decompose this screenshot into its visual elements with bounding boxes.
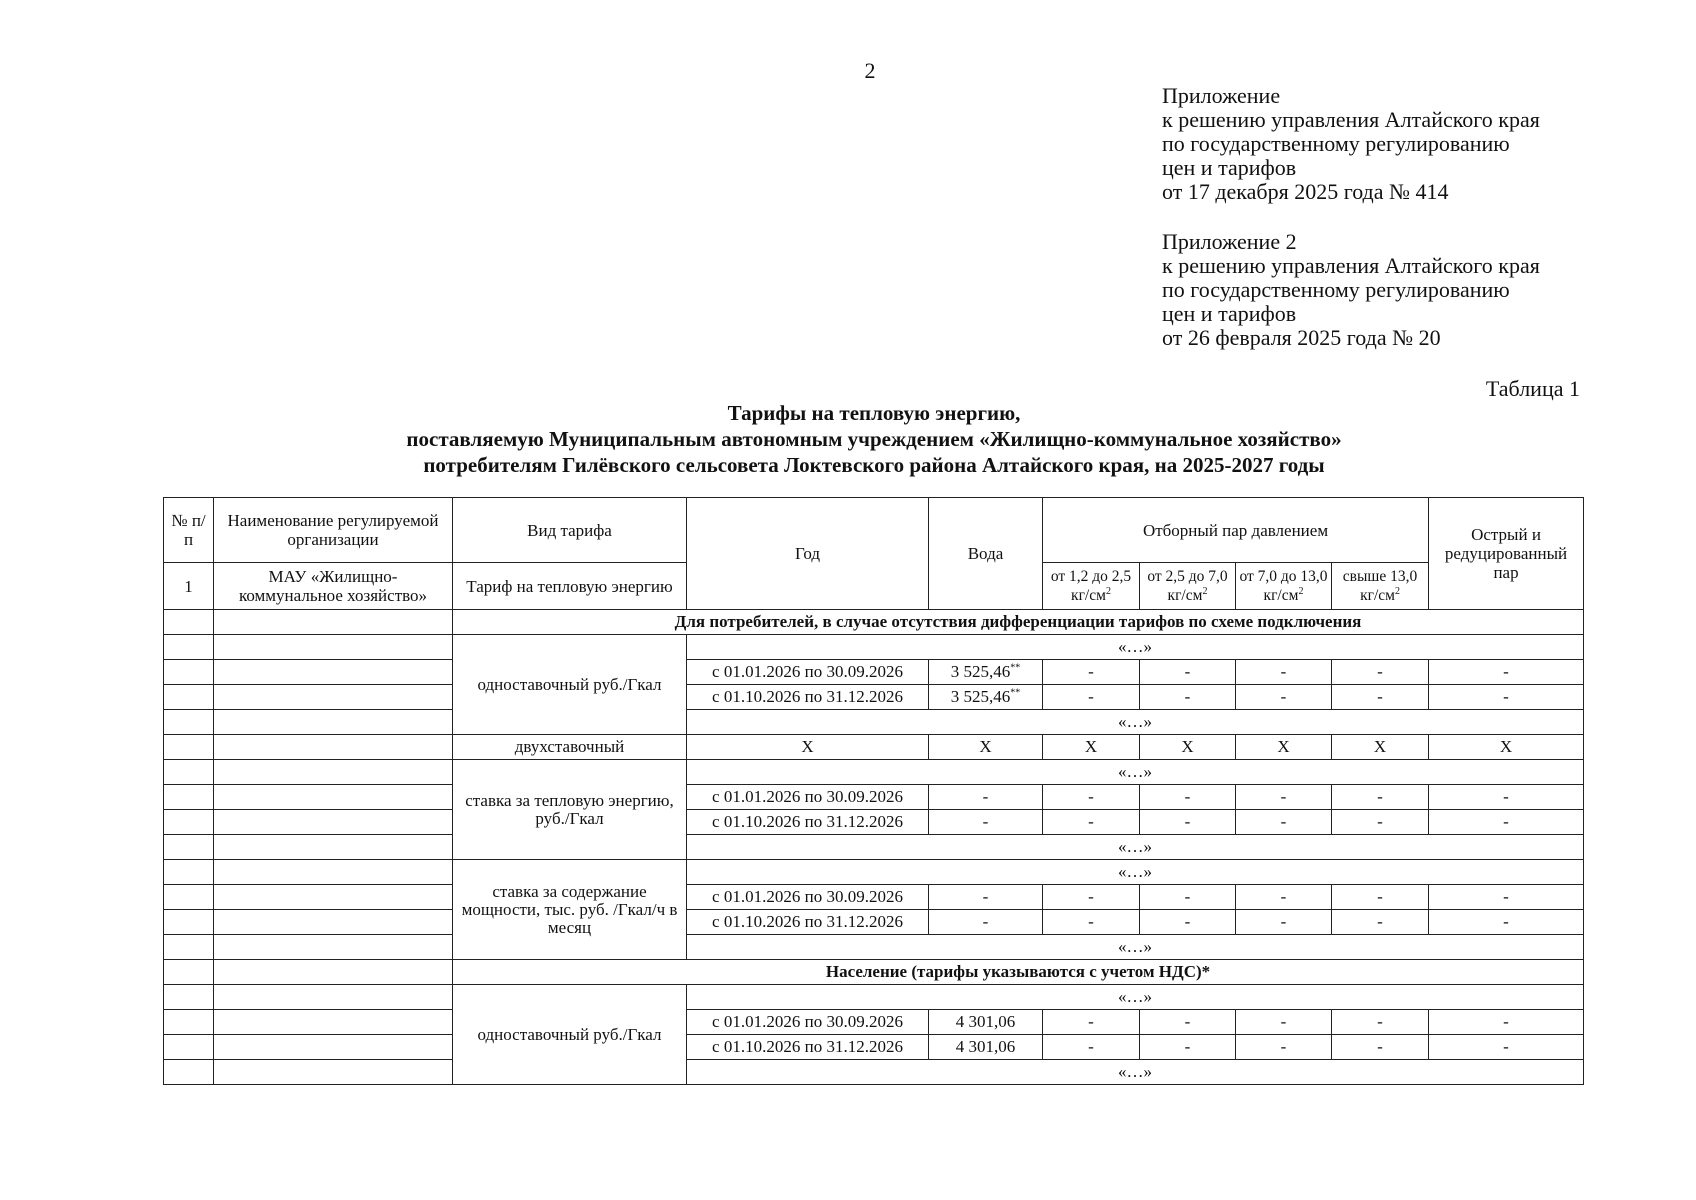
appendix-2-block <box>1162 230 1540 350</box>
dash-cell: - <box>1429 910 1584 935</box>
dash-cell: - <box>1332 910 1429 935</box>
dash-cell: - <box>1236 885 1332 910</box>
appendix-2-line: к решению управления Алтайского края <box>1162 253 1540 278</box>
org-name: МАУ «Жилищно-коммунальное хозяйство» <box>214 563 453 610</box>
header-num: № п/п <box>164 498 214 563</box>
dash-cell: - <box>1236 1010 1332 1035</box>
ellipsis-cell: «…» <box>687 710 1584 735</box>
org-number: 1 <box>164 563 214 610</box>
header-steam-1: от 1,2 до 2,5 $кг/см^2$ <box>1043 563 1140 610</box>
water-value: 3 525,46** <box>929 660 1043 685</box>
table-row <box>164 810 1584 835</box>
dash-cell: - <box>1236 660 1332 685</box>
table-title <box>164 400 1584 478</box>
appendix-1-line: по государственному регулированию <box>1162 131 1510 156</box>
water-value: 4 301,06 <box>929 1035 1043 1060</box>
table-row <box>164 635 1584 660</box>
appendix-2-line: по государственному регулированию <box>1162 277 1510 302</box>
dash-cell: - <box>1140 785 1236 810</box>
dash-cell: - <box>1140 1010 1236 1035</box>
dash-cell: - <box>1429 810 1584 835</box>
section-consumers: Для потребителей, в случае отсутствия дифференциации тарифов по схеме подключения <box>453 610 1584 635</box>
appendix-2-line: цен и тарифов <box>1162 301 1297 326</box>
table-row <box>164 660 1584 685</box>
header-water: Вода <box>929 498 1043 610</box>
ellipsis-cell: «…» <box>687 1060 1584 1085</box>
table-row <box>164 710 1584 735</box>
ellipsis-cell: «…» <box>687 760 1584 785</box>
table-row <box>164 935 1584 960</box>
period-cell: с 01.10.2026 по 31.12.2026 <box>687 910 929 935</box>
water-value: 4 301,06 <box>929 1010 1043 1035</box>
header-year: Год <box>687 498 929 610</box>
title-line: Тарифы на тепловую энергию, <box>727 401 1021 425</box>
dash-cell: - <box>1043 660 1140 685</box>
dash-cell: - <box>1043 785 1140 810</box>
dash-cell: - <box>1236 1035 1332 1060</box>
appendix-1-line: от 17 декабря 2025 года № 414 <box>1162 179 1449 204</box>
dash-cell: - <box>929 885 1043 910</box>
table-label: Таблица 1 <box>1485 376 1580 401</box>
table-row <box>164 1010 1584 1035</box>
section-population: Население (тарифы указываются с учетом НДС)* <box>453 960 1584 985</box>
dash-cell: - <box>1140 885 1236 910</box>
dash-cell: - <box>1429 685 1584 710</box>
table-row <box>164 985 1584 1010</box>
title-line: поставляемую Муниципальным автономным учреждением «Жилищно-коммунальное хозяйство» <box>406 427 1342 451</box>
dash-cell: - <box>1332 685 1429 710</box>
dash-cell: - <box>1429 660 1584 685</box>
dash-cell: - <box>1140 810 1236 835</box>
tariff-label: двухставочный <box>453 735 687 760</box>
dash-cell: - <box>1429 1010 1584 1035</box>
dash-cell: - <box>1236 810 1332 835</box>
header-org: Наименование регулируемой организации <box>214 498 453 563</box>
x-cell: Х <box>1429 735 1584 760</box>
appendix-1-line: цен и тарифов <box>1162 155 1297 180</box>
period-cell: с 01.01.2026 по 30.09.2026 <box>687 660 929 685</box>
dash-cell: - <box>1236 910 1332 935</box>
dash-cell: - <box>1140 660 1236 685</box>
table-row <box>164 885 1584 910</box>
appendix-1-line: Приложение <box>1162 83 1281 108</box>
table-row <box>164 735 1584 760</box>
dash-cell: - <box>1332 885 1429 910</box>
x-cell: Х <box>1140 735 1236 760</box>
table-row <box>164 1060 1584 1085</box>
tariff-label: ставка за содержание мощности, тыс. руб. /Гкал/ч в месяц <box>453 860 687 960</box>
ellipsis-cell: «…» <box>687 835 1584 860</box>
appendix-1-block <box>1162 84 1540 204</box>
section-row <box>164 610 1584 635</box>
dash-cell: - <box>1140 910 1236 935</box>
period-cell: с 01.01.2026 по 30.09.2026 <box>687 785 929 810</box>
dash-cell: - <box>1332 1010 1429 1035</box>
table-row <box>164 835 1584 860</box>
dash-cell: - <box>1332 660 1429 685</box>
ellipsis-cell: «…» <box>687 635 1584 660</box>
period-cell: с 01.01.2026 по 30.09.2026 <box>687 1010 929 1035</box>
dash-cell: - <box>929 785 1043 810</box>
table-row <box>164 910 1584 935</box>
header-row <box>164 498 1584 563</box>
table-row <box>164 1035 1584 1060</box>
header-sharp-steam: Острый и редуцированный пар <box>1429 498 1584 610</box>
period-cell: с 01.01.2026 по 30.09.2026 <box>687 885 929 910</box>
header-steam: Отборный пар давлением <box>1043 498 1429 563</box>
page-number: 2 <box>864 58 876 83</box>
dash-cell: - <box>1236 685 1332 710</box>
table-row <box>164 860 1584 885</box>
appendix-2-line: Приложение 2 <box>1162 229 1297 254</box>
dash-cell: - <box>1429 785 1584 810</box>
dash-cell: - <box>1140 1035 1236 1060</box>
dash-cell: - <box>1043 885 1140 910</box>
ellipsis-cell: «…» <box>687 935 1584 960</box>
x-cell: Х <box>929 735 1043 760</box>
dash-cell: - <box>1043 910 1140 935</box>
water-value: 3 525,46** <box>929 685 1043 710</box>
appendix-2-line: от 26 февраля 2025 года № 20 <box>1162 325 1441 350</box>
period-cell: с 01.10.2026 по 31.12.2026 <box>687 810 929 835</box>
x-cell: Х <box>1332 735 1429 760</box>
tariff-table <box>163 497 1584 1085</box>
tariff-label: ставка за тепловую энергию, руб./Гкал <box>453 760 687 860</box>
appendix-1-line: к решению управления Алтайского края <box>1162 107 1540 132</box>
dash-cell: - <box>929 910 1043 935</box>
header-tariff-type: Вид тарифа <box>453 498 687 563</box>
table-row <box>164 760 1584 785</box>
ellipsis-cell: «…» <box>687 985 1584 1010</box>
dash-cell: - <box>929 810 1043 835</box>
section-row <box>164 960 1584 985</box>
dash-cell: - <box>1043 1010 1140 1035</box>
dash-cell: - <box>1429 885 1584 910</box>
dash-cell: - <box>1043 810 1140 835</box>
dash-cell: - <box>1236 785 1332 810</box>
tariff-label: одноставочный руб./Гкал <box>453 985 687 1085</box>
dash-cell: - <box>1332 785 1429 810</box>
dash-cell: - <box>1043 685 1140 710</box>
x-cell: Х <box>1236 735 1332 760</box>
header-steam-2: от 2,5 до 7,0 $кг/см^2$ <box>1140 563 1236 610</box>
dash-cell: - <box>1140 685 1236 710</box>
x-cell: Х <box>687 735 929 760</box>
dash-cell: - <box>1332 810 1429 835</box>
org-tariff: Тариф на тепловую энергию <box>453 563 687 610</box>
tariff-label: одноставочный руб./Гкал <box>453 635 687 735</box>
dash-cell: - <box>1332 1035 1429 1060</box>
ellipsis-cell: «…» <box>687 860 1584 885</box>
dash-cell: - <box>1043 1035 1140 1060</box>
dash-cell: - <box>1429 1035 1584 1060</box>
x-cell: Х <box>1043 735 1140 760</box>
period-cell: с 01.10.2026 по 31.12.2026 <box>687 1035 929 1060</box>
table-row <box>164 685 1584 710</box>
table-row <box>164 785 1584 810</box>
header-steam-3: от 7,0 до 13,0 $кг/см^2$ <box>1236 563 1332 610</box>
title-line: потребителям Гилёвского сельсовета Локтевского района Алтайского края, на 2025-2027 годы <box>423 453 1325 477</box>
period-cell: с 01.10.2026 по 31.12.2026 <box>687 685 929 710</box>
header-steam-4: свыше 13,0 $кг/см^2$ <box>1332 563 1429 610</box>
